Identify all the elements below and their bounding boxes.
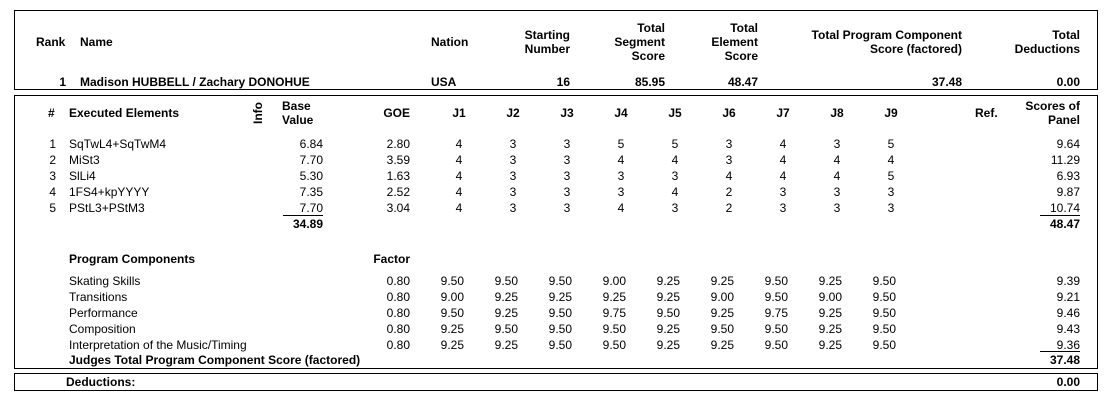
element-panel-score: 10.74: [1049, 201, 1080, 215]
component-factor: 0.80: [386, 338, 410, 352]
element-judge-score: 3: [563, 169, 571, 183]
element-judge-score: 4: [833, 169, 841, 183]
element-judge-score: 3: [509, 153, 517, 167]
element-num: 3: [49, 169, 56, 183]
element-judge-score: 5: [887, 137, 895, 151]
component-judge-score: 9.50: [440, 306, 464, 320]
deductions-label: Deductions:: [66, 375, 136, 389]
element-base: 5.30: [299, 169, 323, 183]
element-judge-score: 3: [779, 201, 787, 215]
element-name: SqTwL4+SqTwM4: [69, 137, 167, 151]
judge-header: J4: [614, 106, 628, 120]
col-total-segment-score-header: Total Segment Score: [614, 21, 665, 63]
judge-header: J3: [560, 106, 574, 120]
elements-num-header: #: [48, 106, 55, 120]
skater-total-pcs: 37.48: [931, 75, 962, 89]
component-judge-score: 9.50: [656, 306, 680, 320]
element-judge-score: 3: [725, 137, 733, 151]
element-judge-score: 4: [617, 201, 625, 215]
component-judge-score: 9.50: [764, 338, 788, 352]
element-judge-score: 3: [779, 185, 787, 199]
element-num: 2: [49, 153, 56, 167]
component-judge-score: 9.50: [872, 306, 896, 320]
component-judge-score: 9.50: [872, 274, 896, 288]
element-judge-score: 4: [455, 137, 463, 151]
info-header: Info: [251, 102, 265, 124]
element-panel-score: 9.87: [1056, 185, 1080, 199]
element-judge-score: 3: [671, 201, 679, 215]
element-judge-score: 5: [887, 169, 895, 183]
element-panel-score: 6.93: [1056, 169, 1080, 183]
component-judge-score: 9.50: [548, 322, 572, 336]
component-judge-score: 9.50: [440, 274, 464, 288]
component-judge-score: 9.50: [764, 322, 788, 336]
element-judge-score: 2: [725, 201, 733, 215]
component-judge-score: 9.00: [602, 274, 626, 288]
element-judge-score: 3: [833, 137, 841, 151]
component-judge-score: 9.50: [548, 274, 572, 288]
element-judge-score: 3: [671, 169, 679, 183]
element-judge-score: 4: [671, 185, 679, 199]
deductions-box: [14, 373, 1098, 391]
component-judge-score: 9.25: [818, 306, 842, 320]
component-panel-score: 9.43: [1056, 322, 1080, 336]
judge-header: J9: [884, 106, 898, 120]
skater-nation: USA: [431, 75, 457, 89]
element-judge-score: 4: [725, 169, 733, 183]
element-judge-score: 3: [563, 153, 571, 167]
elements-total-score: 48.47: [1049, 217, 1080, 231]
component-name: Transitions: [69, 290, 128, 304]
component-judge-score: 9.00: [440, 290, 464, 304]
element-name: SlLi4: [69, 169, 96, 183]
component-judge-score: 9.50: [548, 338, 572, 352]
component-judge-score: 9.50: [602, 338, 626, 352]
element-judge-score: 3: [725, 153, 733, 167]
base-value-header: Base Value: [282, 99, 314, 127]
element-judge-score: 3: [833, 201, 841, 215]
component-judge-score: 9.50: [494, 274, 518, 288]
element-goe: 2.52: [386, 185, 410, 199]
judge-header: J5: [668, 106, 682, 120]
component-judge-score: 9.75: [764, 306, 788, 320]
element-num: 4: [49, 185, 56, 199]
element-judge-score: 3: [563, 185, 571, 199]
element-goe: 2.80: [386, 137, 410, 151]
element-judge-score: 4: [779, 137, 787, 151]
component-judge-score: 9.50: [548, 306, 572, 320]
element-judge-score: 2: [725, 185, 733, 199]
skater-total-deductions: 0.00: [1056, 75, 1080, 89]
element-judge-score: 4: [455, 185, 463, 199]
judge-header: J8: [830, 106, 844, 120]
col-total-pcs-header: Total Program Component Score (factored): [811, 28, 962, 56]
skater-total-element-score: 48.47: [727, 75, 758, 89]
pc-title: Program Components: [69, 252, 196, 266]
component-name: Interpretation of the Music/Timing: [69, 338, 247, 352]
component-panel-score: 9.21: [1056, 290, 1080, 304]
element-judge-score: 3: [617, 169, 625, 183]
component-judge-score: 9.25: [440, 338, 464, 352]
element-judge-score: 3: [509, 185, 517, 199]
element-goe: 1.63: [386, 169, 410, 183]
component-judge-score: 9.25: [818, 322, 842, 336]
judge-header: J2: [506, 106, 520, 120]
element-goe: 3.04: [386, 201, 410, 215]
element-base: 7.70: [299, 153, 323, 167]
element-judge-score: 3: [509, 137, 517, 151]
component-judge-score: 9.25: [656, 290, 680, 304]
pc-factor-header: Factor: [373, 252, 410, 266]
component-panel-score: 9.36: [1056, 338, 1080, 352]
element-name: 1FS4+kpYYYY: [69, 185, 150, 199]
component-judge-score: 9.25: [656, 338, 680, 352]
element-name: PStL3+PStM3: [69, 201, 145, 215]
component-judge-score: 9.25: [710, 274, 734, 288]
component-factor: 0.80: [386, 290, 410, 304]
component-judge-score: 9.25: [494, 338, 518, 352]
element-judge-score: 3: [509, 201, 517, 215]
element-judge-score: 3: [617, 185, 625, 199]
element-judge-score: 4: [455, 201, 463, 215]
score-total-rule: [1040, 215, 1080, 216]
element-judge-score: 3: [563, 201, 571, 215]
judges-total-value: 37.48: [1049, 353, 1080, 367]
element-panel-score: 11.29: [1050, 153, 1080, 167]
skater-name: Madison HUBBELL / Zachary DONOHUE: [80, 75, 310, 89]
element-num: 1: [49, 137, 56, 151]
component-judge-score: 9.25: [494, 306, 518, 320]
element-goe: 3.59: [386, 153, 410, 167]
col-rank-header: Rank: [36, 35, 66, 49]
component-judge-score: 9.25: [710, 306, 734, 320]
component-judge-score: 9.25: [602, 290, 626, 304]
component-judge-score: 9.00: [710, 290, 734, 304]
component-judge-score: 9.50: [602, 322, 626, 336]
component-judge-score: 9.75: [602, 306, 626, 320]
col-total-element-score-header: Total Element Score: [711, 21, 758, 63]
ref-header: Ref.: [975, 106, 998, 120]
component-judge-score: 9.25: [656, 274, 680, 288]
element-judge-score: 3: [887, 185, 895, 199]
judges-total-rule: [1040, 351, 1080, 352]
component-judge-score: 9.50: [872, 338, 896, 352]
element-judge-score: 5: [671, 137, 679, 151]
component-judge-score: 9.50: [710, 322, 734, 336]
judge-header: J1: [452, 106, 466, 120]
component-judge-score: 9.25: [710, 338, 734, 352]
skater-starting-number: 16: [556, 75, 570, 89]
element-name: MiSt3: [69, 153, 100, 167]
col-nation-header: Nation: [431, 35, 469, 49]
component-judge-score: 9.50: [872, 290, 896, 304]
judge-header: J6: [722, 106, 736, 120]
element-panel-score: 9.64: [1056, 137, 1080, 151]
component-factor: 0.80: [386, 306, 410, 320]
component-panel-score: 9.46: [1056, 306, 1080, 320]
component-judge-score: 9.25: [548, 290, 572, 304]
col-name-header: Name: [80, 35, 113, 49]
component-name: Skating Skills: [69, 274, 141, 288]
component-judge-score: 9.50: [494, 322, 518, 336]
element-judge-score: 5: [617, 137, 625, 151]
element-judge-score: 4: [887, 153, 895, 167]
base-total-rule: [283, 215, 323, 216]
component-name: Composition: [69, 322, 136, 336]
element-judge-score: 3: [887, 201, 895, 215]
col-total-deductions-header: Total Deductions: [1014, 28, 1080, 56]
component-judge-score: 9.25: [818, 274, 842, 288]
element-judge-score: 4: [779, 169, 787, 183]
element-base: 7.70: [299, 201, 323, 215]
judges-total-label: Judges Total Program Component Score (factored): [69, 353, 361, 367]
skater-rank: 1: [59, 75, 66, 89]
component-judge-score: 9.25: [656, 322, 680, 336]
col-starting-number-header: Starting Number: [524, 28, 570, 56]
component-factor: 0.80: [386, 274, 410, 288]
element-judge-score: 3: [563, 137, 571, 151]
deductions-value: 0.00: [1056, 375, 1080, 389]
element-judge-score: 4: [779, 153, 787, 167]
element-judge-score: 4: [617, 153, 625, 167]
skater-total-segment-score: 85.95: [634, 75, 665, 89]
component-judge-score: 9.25: [818, 338, 842, 352]
element-judge-score: 3: [509, 169, 517, 183]
component-judge-score: 9.50: [872, 322, 896, 336]
element-judge-score: 4: [455, 169, 463, 183]
component-panel-score: 9.39: [1056, 274, 1080, 288]
goe-header: GOE: [383, 106, 410, 120]
element-judge-score: 4: [455, 153, 463, 167]
component-judge-score: 9.25: [440, 322, 464, 336]
judge-header: J7: [776, 106, 790, 120]
component-judge-score: 9.00: [818, 290, 842, 304]
element-judge-score: 4: [833, 153, 841, 167]
element-base: 6.84: [299, 137, 323, 151]
component-judge-score: 9.50: [764, 274, 788, 288]
component-judge-score: 9.25: [494, 290, 518, 304]
elements-name-header: Executed Elements: [69, 106, 180, 120]
component-factor: 0.80: [386, 322, 410, 336]
component-judge-score: 9.50: [764, 290, 788, 304]
elements-total-base: 34.89: [292, 217, 323, 231]
component-name: Performance: [69, 306, 138, 320]
scores-of-panel-header: Scores of Panel: [1025, 99, 1080, 127]
element-judge-score: 3: [833, 185, 841, 199]
element-num: 5: [49, 201, 56, 215]
element-base: 7.35: [299, 185, 323, 199]
element-judge-score: 4: [671, 153, 679, 167]
